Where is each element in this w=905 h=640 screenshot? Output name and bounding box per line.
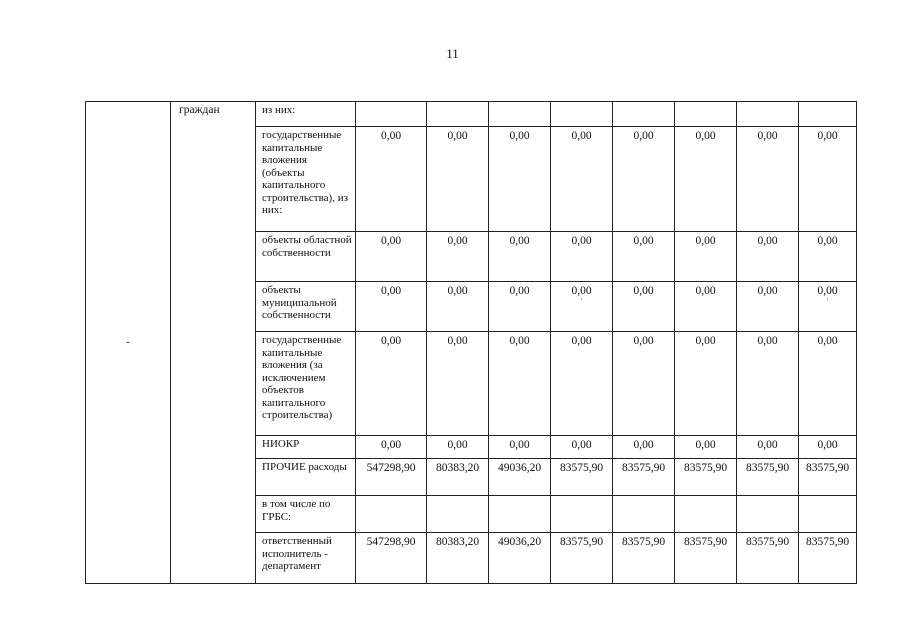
row-label: из них: (256, 102, 356, 127)
value-cell (427, 496, 489, 533)
row-label: ПРОЧИЕ расходы (256, 459, 356, 496)
value-cell (613, 496, 675, 533)
value-cell (799, 102, 857, 127)
value-text: 0,00 (571, 285, 592, 297)
value-cell: 0,00 (427, 332, 489, 436)
value-cell (551, 282, 613, 332)
row-label: ответственный исполнитель - департамент (256, 533, 356, 584)
row-label: в том числе по ГРБС: (256, 496, 356, 533)
value-cell: 0,00 (613, 436, 675, 459)
value-cell: 0,00 (427, 436, 489, 459)
value-cell: 0,00 (489, 282, 551, 332)
value-cell: 49036,20 (489, 459, 551, 496)
value-cell: 0,00 (799, 332, 857, 436)
row-label: государственные капитальные вложения (за исключением объектов капитального строительства) (256, 332, 356, 436)
value-cell: 0,00 (489, 127, 551, 232)
value-text: 0,00 (817, 285, 838, 297)
value-cell: 0,00 (737, 282, 799, 332)
value-cell: 547298,90 (356, 533, 427, 584)
value-cell: 0,00 (489, 232, 551, 282)
value-cell (489, 496, 551, 533)
value-cell: 49036,20 (489, 533, 551, 584)
value-cell: 0,00 (551, 332, 613, 436)
value-cell: 83575,90 (799, 459, 857, 496)
value-cell: 0,00 (427, 232, 489, 282)
scan-dot-mark: · (580, 294, 583, 304)
value-cell: 0,00 (737, 232, 799, 282)
value-cell: 83575,90 (737, 459, 799, 496)
value-cell: 0,00 (551, 127, 613, 232)
value-cell: 547298,90 (356, 459, 427, 496)
value-cell: 0,00 (356, 232, 427, 282)
row-group-cell: - (86, 102, 171, 584)
budget-table (85, 101, 857, 584)
value-cell (613, 102, 675, 127)
value-cell (675, 496, 737, 533)
value-cell (489, 102, 551, 127)
value-cell: 0,00 (551, 436, 613, 459)
value-cell: 0,00 (356, 436, 427, 459)
value-cell: 83575,90 (675, 533, 737, 584)
value-cell (737, 102, 799, 127)
value-cell: 0,00 (356, 332, 427, 436)
value-cell: 0,00 (799, 127, 857, 232)
value-cell (799, 496, 857, 533)
value-cell (356, 496, 427, 533)
value-cell: 83575,90 (551, 459, 613, 496)
page-number: 11 (446, 46, 459, 61)
value-cell: 83575,90 (613, 459, 675, 496)
value-cell: 0,00 (489, 332, 551, 436)
row-label: объекты областной собственности (256, 232, 356, 282)
value-cell: 83575,90 (799, 533, 857, 584)
value-cell (356, 102, 427, 127)
value-cell: 0,00 (675, 282, 737, 332)
value-cell: 0,00 (613, 332, 675, 436)
value-cell: 0,00 (356, 282, 427, 332)
value-cell (675, 102, 737, 127)
value-cell (551, 102, 613, 127)
scan-dot-mark: · (826, 294, 829, 304)
value-cell: 80383,20 (427, 459, 489, 496)
value-cell: 0,00 (675, 436, 737, 459)
value-cell (799, 282, 857, 332)
value-cell: 0,00 (356, 127, 427, 232)
value-cell: 0,00 (675, 332, 737, 436)
value-cell (737, 496, 799, 533)
value-cell: 83575,90 (675, 459, 737, 496)
value-cell: 0,00 (613, 127, 675, 232)
value-cell: 0,00 (613, 232, 675, 282)
value-cell: 0,00 (551, 232, 613, 282)
value-cell (427, 102, 489, 127)
value-cell: 0,00 (675, 232, 737, 282)
value-cell: 0,00 (675, 127, 737, 232)
value-cell: 83575,90 (551, 533, 613, 584)
value-cell: 0,00 (489, 436, 551, 459)
value-cell: 0,00 (799, 232, 857, 282)
value-cell: 0,00 (737, 436, 799, 459)
value-cell: 80383,20 (427, 533, 489, 584)
value-cell: 0,00 (427, 127, 489, 232)
row-label: объекты муниципальной собственности (256, 282, 356, 332)
table-row (86, 102, 857, 127)
value-cell: 83575,90 (737, 533, 799, 584)
category-cell: граждан (171, 102, 256, 584)
value-cell: 0,00 (427, 282, 489, 332)
value-cell: 83575,90 (613, 533, 675, 584)
value-cell: 0,00 (613, 282, 675, 332)
row-label: государственные капитальные вложения (объекты капитального строительства), из них: (256, 127, 356, 232)
value-cell: 0,00 (799, 436, 857, 459)
value-cell (551, 496, 613, 533)
row-label: НИОКР (256, 436, 356, 459)
value-cell: 0,00 (737, 332, 799, 436)
value-cell: 0,00 (737, 127, 799, 232)
